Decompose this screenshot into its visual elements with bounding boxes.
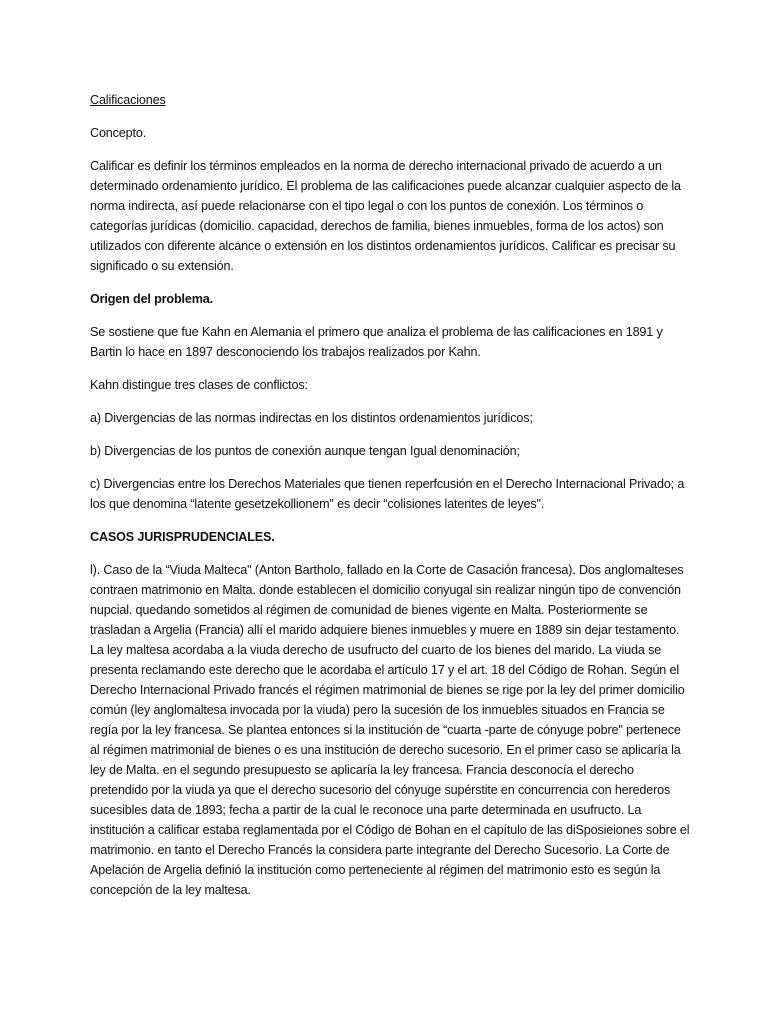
origen-paragraph: Se sostiene que fue Kahn en Alemania el primero que analiza el problema de las calificaciones en 1891 y Bartin lo hace en 1897 desconociendo los trabajos realizados por Kahn. [90,325,663,359]
casos-heading: CASOS JURISPRUDENCIALES. [90,530,275,544]
list-item-b: b) Divergencias de los puntos de conexión aunque tengan Igual denominación; [90,444,520,458]
kahn-intro: Kahn distingue tres clases de conflictos: [90,378,308,392]
list-item-c: c) Divergencias entre los Derechos Materiales que tienen reperfcusión en el Derecho Internacional Privado; a los que denomina “latente gesetzekollionem" es decir “colisiones latentes de leyes". [90,477,685,511]
concepto-heading: Concepto. [90,126,147,140]
origen-heading: Origen del problema. [90,292,213,306]
concepto-paragraph: Calificar es definir los términos empleados en la norma de derecho internacional privado de acuerdo a un determinado ordenamiento jurídico. El problema de las calificaciones puede alcanzar cualquier aspecto de la norma indirecta, así puede relacionarse con el tipo legal o con los puntos de conexión. Los términos o categorías jurídicas (domicilio. capacidad, derechos de familia, bienes inmuebles, forma de los actos) son utilizados con diferente alcance o extensión en los distintos ordenamientos jurídicos. Calificar es precisar su significado o su extensión. [90,159,681,273]
list-item-a: a) Divergencias de las normas indirectas en los distintos ordenamientos jurídicos; [90,411,533,425]
document-page [90,90,690,913]
caso-1-paragraph: l). Caso de la “Viuda Malteca" (Anton Bartholo, fallado en la Corte de Casación francesa). Dos anglomalteses contraen matrimonio en Malta. donde establecen el domicilio conyugal sin realizar ningún tipo de convención nupcial. quedando sometidos al régimen de comunidad de bienes vigente en Malta. Posteriormente se trasladan a Argelia (Francia) allí el marido adquiere bienes inmuebles y muere en 1889 sin dejar testamento. La ley maltesa acordaba a la viuda derecho de usufructo del cuarto de los bienes del marido. La viuda se presenta reclamando este derecho que le acordaba el artículo 17 y el art. 18 del Código de Rohan. Según el Derecho Internacional Privado francés el régimen matrimonial de bienes se rige por la ley del primer domicilio común (ley anglomaltesa invocada por la viuda) pero la sucesión de los inmuebles situados en Francia se regía por la ley francesa. Se plantea entonces si la institución de “cuarta -parte de cónyuge pobre" pertenece al régimen matrimonial de bienes o es una institución de derecho sucesorio. En el primer caso se aplicaría la ley de Malta. en el segundo presupuesto se aplicaría la ley francesa. Francia desconocía el derecho pretendido por la viuda ya que el derecho sucesorio del cónyuge supérstite en concurrencia con herederos sucesibles data de 1893; fecha a partir de la cual le reconoce una parte determinada en usufructo. La institución a calificar estaba reglamentada por el Código de Bohan en el capítulo de las diSposieiones sobre el matrimonio. en tanto el Derecho Francés la considera parte integrante del Derecho Sucesorio. La Corte de Apelación de Argelia definió la institución como perteneciente al régimen del matrimonio esto es según la concepción de la ley maltesa. [90,563,690,897]
document-title: Calificaciones [90,93,166,107]
